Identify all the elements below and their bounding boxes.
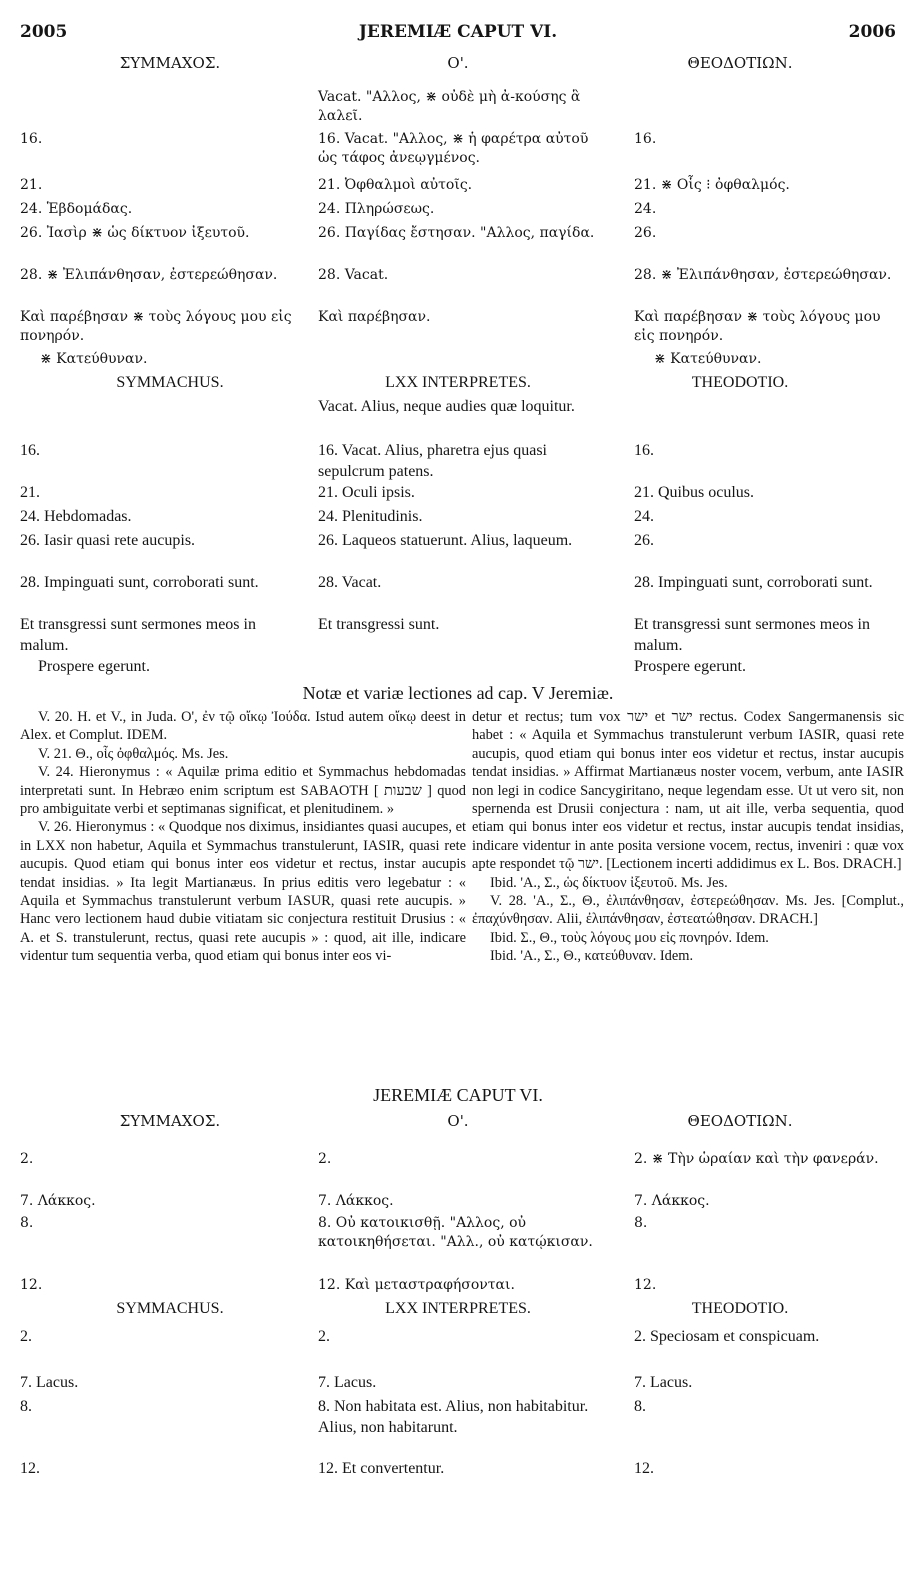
- latin-row-28-lxx: 28. Vacat.: [318, 574, 382, 591]
- latin-row-28-sym: 28. Impinguati sunt, corroborati sunt.: [20, 574, 259, 591]
- greek-row-24-theo: 24.: [634, 201, 657, 217]
- greek-lxx-intro: Vacat. "Αλλος, ⋇ οὐδὲ μὴ ἀ-κούσης ἃ λαλεῖ.: [318, 89, 581, 124]
- ch6-greek-row-7-theo: 7. Λάκκος.: [634, 1193, 710, 1209]
- note-v28: V. 28. 'Α., Σ., Θ., ἐλιπάνθησαν, ἐστερεώθησαν. Ms. Jes. [Complut., ἐπαχύνθησαν. Alii, ἐλιπάνθησαν, ἐστεατώθησαν. DRACH.]: [472, 893, 904, 928]
- greek-row-kateuthunan-theo: ⋇ Κατεύθυναν.: [654, 351, 762, 367]
- greek-row-16-theo: 16.: [634, 131, 657, 147]
- greek-row-transgressi-lxx: Καὶ παρέβησαν.: [318, 309, 431, 325]
- ch6-greek-row-2-theo: 2. ⋇ Τὴν ὡραίαν καὶ τὴν φανεράν.: [634, 1151, 879, 1167]
- ch6-column-head-lxx-latin: LXX INTERPRETES.: [385, 1300, 531, 1317]
- notes-right-column: [472, 708, 904, 966]
- ch6-latin-row-7-theo: 7. Lacus.: [634, 1374, 693, 1391]
- ch6-greek-row-8-theo: 8.: [634, 1215, 648, 1231]
- latin-row-transgressi-sym: Et transgressi sunt sermones meos in malum.: [20, 616, 256, 654]
- column-head-theodotion-latin: THEODOTIO.: [691, 374, 789, 391]
- ch6-latin-row-7-sym: 7. Lacus.: [20, 1374, 79, 1391]
- latin-row-16-lxx: 16. Vacat. Alius, pharetra ejus quasi sepulcrum patens.: [318, 442, 547, 480]
- note-ibid-1: Ibid. 'Α., Σ., ὡς δίκτυον ἰξευτοῦ. Ms. Jes.: [490, 874, 728, 891]
- note-v26: V. 26. Hieronymus : « Quodque nos diximus, insidiantes quasi aucupes, et in LXX non habetur, Aquila et Symmachus transtulerunt, IASIR, quasi rete aucupis. Quod etiam qui bonus inter eos videtur et rectus, instar aucupis tendat insidias. » Ita legit Martianæus. In prius editis vero legebatur : « Aquila et Symmachus transtulerunt verbum IASUR, quasi rete aucupis. » Hanc vero lectionem haud dubie vitiatam sic conjectura restituit Drusius : « A. et S. transtulerunt, rectus, quasi rete aucupis » : quod, ait ille, indicare videntur tum sequentia verba, quod etiam qui bonus inter eos vi-: [20, 819, 466, 965]
- page-number-right: 2006: [848, 22, 896, 42]
- greek-row-24-sym: 24. Ἑβδομάδας.: [20, 201, 133, 217]
- greek-row-transgressi-theo: Καὶ παρέβησαν ⋇ τοὺς λόγους μου εἰς πονηρόν.: [634, 309, 881, 344]
- latin-row-24-sym: 24. Hebdomadas.: [20, 508, 132, 525]
- greek-row-28-lxx: 28. Vacat.: [318, 267, 389, 283]
- greek-row-26-sym: 26. Ἰασὶρ ⋇ ὡς δίκτυον ἰξευτοῦ.: [20, 225, 250, 241]
- latin-row-16-sym: 16.: [20, 442, 40, 459]
- column-head-symmachus-greek: ΣΥΜΜΑΧΟΣ.: [119, 54, 221, 72]
- ch6-column-head-theodotion-latin: THEODOTIO.: [691, 1300, 789, 1317]
- ch6-greek-row-8-lxx: 8. Οὐ κατοικισθῇ. "Αλλος, οὐ κατοικηθήσεται. "Αλλ., οὐ κατῴκισαν.: [318, 1215, 593, 1250]
- column-head-lxx-greek: Ο'.: [447, 54, 469, 72]
- latin-row-21-theo: 21. Quibus oculus.: [634, 484, 754, 501]
- greek-row-21-lxx: 21. Ὀφθαλμοὶ αὐτοῖς.: [318, 177, 473, 193]
- greek-row-16-sym: 16.: [20, 131, 43, 147]
- greek-row-28-theo: 28. ⋇ Ἐλιπάνθησαν, ἐστερεώθησαν.: [634, 267, 892, 283]
- column-head-lxx-latin: LXX INTERPRETES.: [385, 374, 531, 391]
- ch6-greek-row-12-sym: 12.: [20, 1277, 43, 1293]
- greek-row-26-lxx: 26. Παγίδας ἔστησαν. "Αλλος, παγίδα.: [318, 225, 595, 241]
- latin-lxx-intro: Vacat. Alius, neque audies quæ loquitur.: [318, 398, 575, 415]
- ch6-column-head-lxx-greek: Ο'.: [447, 1112, 469, 1130]
- greek-row-24-lxx: 24. Πληρώσεως.: [318, 201, 435, 217]
- greek-row-28-sym: 28. ⋇ Ἐλιπάνθησαν, ἐστερεώθησαν.: [20, 267, 278, 283]
- latin-row-prospere-sym: Prospere egerunt.: [38, 658, 150, 675]
- latin-row-28-theo: 28. Impinguati sunt, corroborati sunt.: [634, 574, 873, 591]
- ch6-column-head-theodotion-greek: ΘΕΟΔΟΤΙΩΝ.: [687, 1112, 793, 1130]
- greek-row-transgressi-sym: Καὶ παρέβησαν ⋇ τοὺς λόγους μου εἰς πονηρόν.: [20, 309, 292, 344]
- notes-heading: Notæ et variæ lectiones ad cap. V Jeremiæ.: [302, 683, 614, 703]
- ch6-latin-row-8-sym: 8.: [20, 1398, 32, 1415]
- latin-row-transgressi-lxx: Et transgressi sunt.: [318, 616, 440, 633]
- greek-row-16-lxx: 16. Vacat. "Αλλος, ⋇ ἡ φαρέτρα αὐτοῦ ὡς τάφος ἀνεῳγμένος.: [318, 131, 589, 166]
- latin-row-24-theo: 24.: [634, 508, 654, 525]
- notes-left-column: [20, 708, 466, 966]
- page-number-left: 2005: [20, 22, 68, 42]
- ch6-greek-row-7-lxx: 7. Λάκκος.: [318, 1193, 394, 1209]
- column-head-theodotion-greek: ΘΕΟΔΟΤΙΩΝ.: [687, 54, 793, 72]
- ch6-column-head-symmachus-greek: ΣΥΜΜΑΧΟΣ.: [119, 1112, 221, 1130]
- greek-row-21-sym: 21.: [20, 177, 43, 193]
- note-ibid-2: Ibid. Σ., Θ., τοὺς λόγους μου εἰς πονηρόν. Idem.: [490, 929, 769, 946]
- note-v26-continued: detur et rectus; tum vox ישר et ישר rectus. Codex Sangermanensis sic habet : « Aquila et Symmachus transtulerunt verbum IASIR, quasi rete aucupis, quod etiam qui bonus inter eos videtur et rectus, instar aucupis tendat insidias. » Affirmat Martianæus noster vocem, verbum, ante IASIR non legi in codice Sancygiritano, neque legendam esse. Ut ut vero sit, non spernenda est Drusii conjectura : nam, ut ait ille, verba sequentia, quod etiam qui bonus inter eos videtur et rectus, instar aucupis tendat insidias, indicare videntur in ante posita versione vocem, rectus, inveniri : quæ vox apte respondet τῷ ישר. [Lectionem incerti addidimus ex L. Bos. DRACH.]: [472, 709, 904, 873]
- latin-row-24-lxx: 24. Plenitudinis.: [318, 508, 423, 525]
- ch6-greek-row-12-lxx: 12. Καὶ μεταστραφήσονται.: [318, 1277, 515, 1293]
- ch6-latin-row-2-sym: 2.: [20, 1328, 32, 1345]
- ch6-latin-row-8-lxx: 8. Non habitata est. Alius, non habitabitur. Alius, non habitarunt.: [318, 1398, 589, 1436]
- latin-row-prospere-theo: Prospere egerunt.: [634, 658, 746, 675]
- ch6-latin-row-2-lxx: 2.: [318, 1328, 330, 1345]
- ch6-latin-row-12-theo: 12.: [634, 1460, 654, 1477]
- note-ibid-3: Ibid. 'Α., Σ., Θ., κατεύθυναν. Idem.: [490, 948, 694, 965]
- latin-row-26-sym: 26. Iasir quasi rete aucupis.: [20, 532, 196, 549]
- ch6-latin-row-8-theo: 8.: [634, 1398, 646, 1415]
- latin-row-26-lxx: 26. Laqueos statuerunt. Alius, laqueum.: [318, 532, 573, 549]
- page-title: JEREMIÆ CAPUT VI.: [358, 22, 558, 42]
- latin-row-26-theo: 26.: [634, 532, 654, 549]
- latin-row-transgressi-theo: Et transgressi sunt sermones meos in malum.: [634, 616, 870, 654]
- ch6-latin-row-7-lxx: 7. Lacus.: [318, 1374, 377, 1391]
- ch6-greek-row-7-sym: 7. Λάκκος.: [20, 1193, 96, 1209]
- note-v21: V. 21. Θ., οἷς ὀφθαλμός. Ms. Jes.: [38, 745, 229, 762]
- ch6-greek-row-12-theo: 12.: [634, 1277, 657, 1293]
- ch6-latin-row-12-lxx: 12. Et convertentur.: [318, 1460, 445, 1477]
- ch6-column-head-symmachus-latin: SYMMACHUS.: [116, 1300, 224, 1317]
- note-v24: V. 24. Hieronymus : « Aquilæ prima editio et Symmachus hebdomadas interpretati sunt. In Hebræo enim scriptum est SABAOTH [ שבעות ] quod pro ambiguitate verbi et septimanas significat, et plenitudinem. »: [20, 764, 466, 818]
- greek-row-kateuthunan-sym: ⋇ Κατεύθυναν.: [40, 351, 148, 367]
- chapter-title: JEREMIÆ CAPUT VI.: [373, 1085, 543, 1105]
- ch6-latin-row-12-sym: 12.: [20, 1460, 40, 1477]
- ch6-greek-row-2-sym: 2.: [20, 1151, 34, 1167]
- column-head-symmachus-latin: SYMMACHUS.: [116, 374, 224, 391]
- ch6-latin-row-2-theo: 2. Speciosam et conspicuam.: [634, 1328, 820, 1345]
- note-v20: V. 20. H. et V., in Juda. O', ἐν τῷ οἴκῳ Ἰούδα. Istud autem οἴκῳ deest in Alex. et Complut. IDEM.: [20, 709, 466, 744]
- ch6-greek-row-8-sym: 8.: [20, 1215, 34, 1231]
- latin-row-16-theo: 16.: [634, 442, 654, 459]
- greek-row-21-theo: 21. ⋇ Οἷς ⁝ ὀφθαλμός.: [634, 177, 790, 193]
- latin-row-21-sym: 21.: [20, 484, 40, 501]
- ch6-greek-row-2-lxx: 2.: [318, 1151, 332, 1167]
- latin-row-21-lxx: 21. Oculi ipsis.: [318, 484, 415, 501]
- greek-row-26-theo: 26.: [634, 225, 657, 241]
